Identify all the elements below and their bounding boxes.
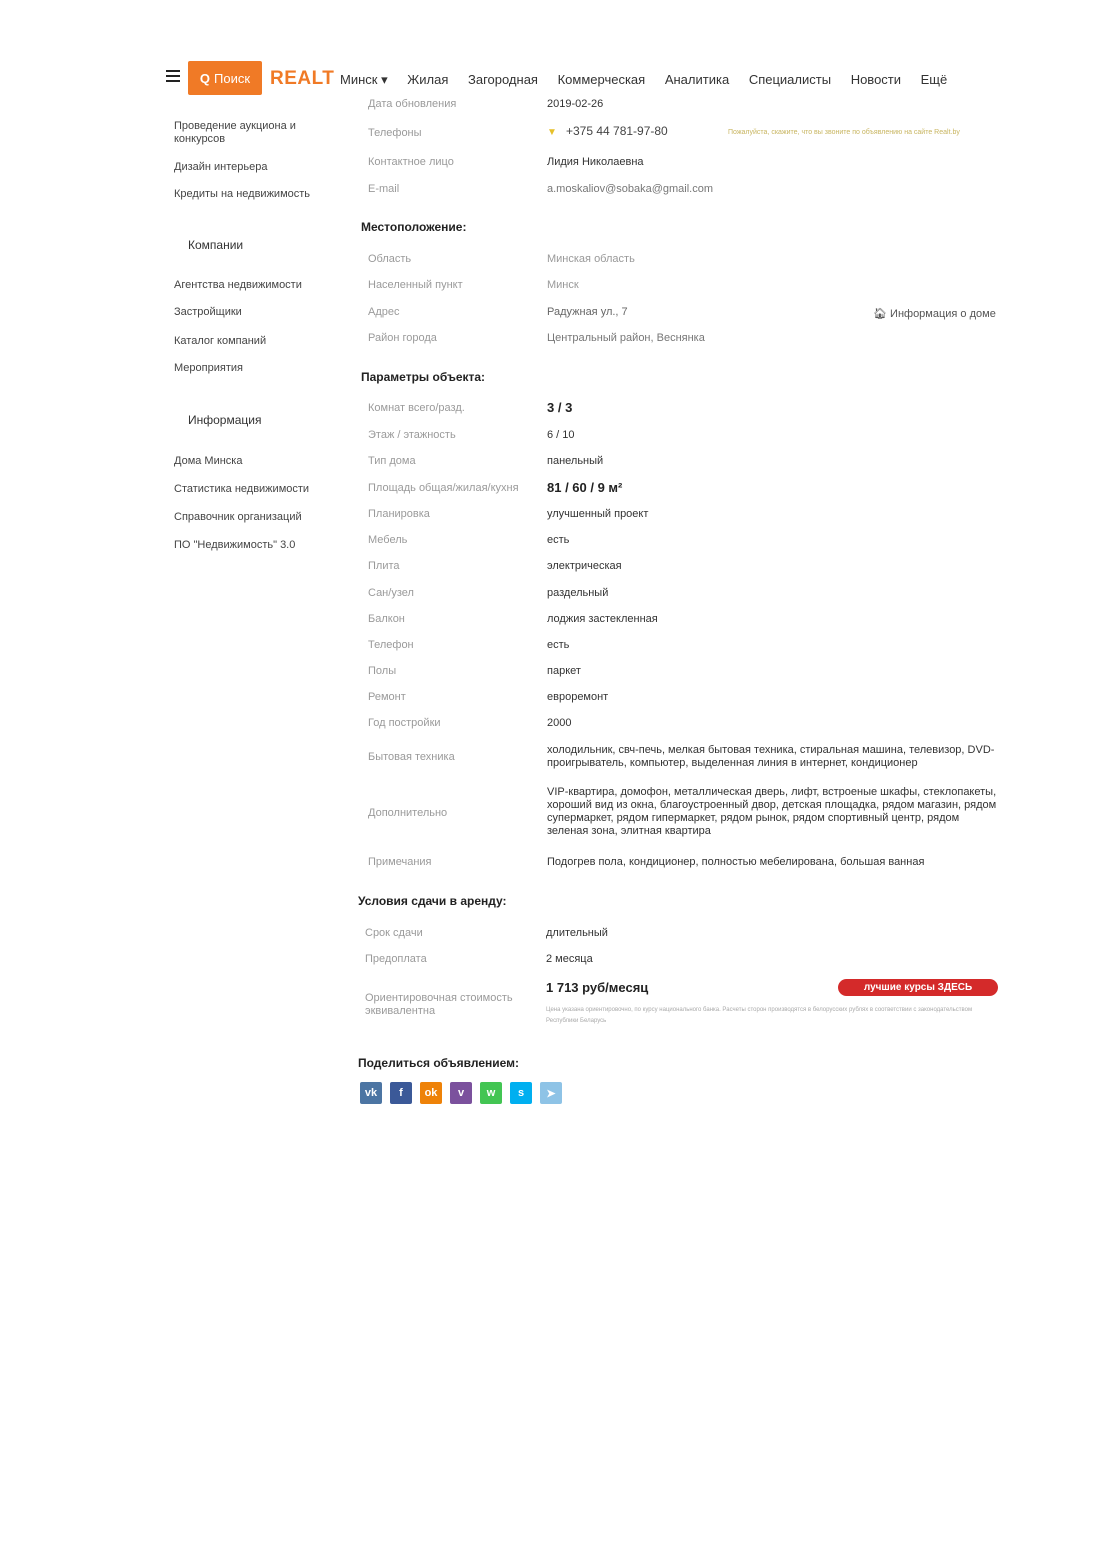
prepay-value: 2 месяца — [546, 953, 593, 965]
param-label-bathroom: Сан/узел — [368, 587, 414, 599]
phone-label: Телефоны — [368, 127, 422, 139]
region-value: Минская область — [547, 253, 635, 265]
location-heading: Местоположение: — [361, 220, 467, 234]
search-button[interactable] — [188, 61, 262, 95]
param-label-furniture: Мебель — [368, 534, 408, 546]
param-value-area: 81 / 60 / 9 м² — [547, 480, 623, 495]
phone-number-link[interactable]: +375 44 781-97-80 — [565, 124, 668, 138]
param-value-year: 2000 — [547, 717, 572, 729]
price-value: 1 713 руб/месяц — [546, 980, 649, 995]
search-button-label: Поиск — [214, 70, 251, 86]
param-label-house-type: Тип дома — [368, 455, 416, 467]
prepay-label: Предоплата — [365, 953, 427, 965]
sidebar-link-interior-design[interactable]: Дизайн интерьера — [174, 161, 268, 173]
param-label-stove: Плита — [368, 560, 400, 572]
param-value-house-type: панельный — [547, 455, 604, 467]
nav-item-country[interactable]: Загородная — [467, 72, 538, 87]
nav-item-analytics[interactable]: Аналитика — [664, 72, 730, 87]
nav-item-more[interactable]: Ещё — [920, 72, 948, 87]
sidebar-link-company-catalog[interactable]: Каталог компаний — [174, 335, 267, 347]
param-label-phone: Телефон — [368, 639, 414, 651]
nav-item-news[interactable]: Новости — [850, 72, 902, 87]
param-value-notes: Подогрев пола, кондиционер, полностью мебелирована, большая ванная — [547, 856, 925, 868]
phone-icon: ▼ — [547, 127, 557, 138]
city-value: Минск — [547, 279, 579, 291]
house-info-label: Информация о доме — [890, 308, 996, 320]
share-buttons — [360, 1082, 562, 1104]
params-heading: Параметры объекта: — [361, 370, 486, 384]
region-label: Область — [368, 253, 412, 265]
share-odnoklassniki-icon[interactable]: ok — [420, 1082, 442, 1104]
param-value-repair: евроремонт — [547, 691, 609, 703]
param-value-phone: есть — [547, 639, 570, 651]
sidebar-link-credits[interactable]: Кредиты на недвижимость — [174, 188, 311, 200]
rent-term-value: длительный — [546, 927, 608, 939]
price-note: Цена указана ориентировочно, по курсу национального банка. Расчеты сторон производятся в белорусских рублях в соответствии с законодательством Республики Беларусь — [546, 1007, 973, 1024]
best-rates-button[interactable]: лучшие курсы ЗДЕСЬ — [838, 979, 998, 996]
param-label-layout: Планировка — [368, 508, 430, 520]
param-value-balcony: лоджия застекленная — [547, 613, 658, 625]
sidebar-link-software[interactable]: ПО "Недвижимость" 3.0 — [174, 539, 296, 551]
nav-item-residential[interactable]: Жилая — [407, 72, 449, 87]
date-value: 2019-02-26 — [547, 98, 604, 110]
search-icon: Q — [199, 70, 211, 86]
param-value-floor: 6 / 10 — [547, 429, 575, 441]
param-label-floor: Этаж / этажность — [368, 429, 456, 441]
sidebar-link-directory[interactable]: Справочник организаций — [174, 511, 302, 523]
home-icon: 🏠︎ — [873, 308, 887, 320]
param-value-stove: электрическая — [547, 560, 622, 572]
param-label-floors: Полы — [368, 665, 397, 677]
house-info-link[interactable] — [873, 307, 996, 320]
hamburger-menu-icon[interactable] — [166, 70, 180, 84]
sidebar-link-auctions-cont[interactable]: конкурсов — [174, 133, 226, 145]
param-label-rooms: Комнат всего/разд. — [368, 402, 465, 414]
phone-note: Пожалуйста, скажите, что вы звоните по объявлению на сайте Realt.by — [728, 129, 960, 136]
sidebar-link-agencies[interactable]: Агентства недвижимости — [174, 279, 302, 291]
share-vk-icon[interactable]: vk — [360, 1082, 382, 1104]
sidebar-heading-companies: Компании — [188, 238, 244, 252]
nav-item-commercial[interactable]: Коммерческая — [557, 72, 646, 87]
contact-person-label: Контактное лицо — [368, 156, 454, 168]
param-value-furniture: есть — [547, 534, 570, 546]
rent-heading: Условия сдачи в аренду: — [358, 894, 507, 908]
param-label-area: Площадь общая/жилая/кухня — [368, 482, 519, 494]
top-navigation-bar — [0, 58, 1100, 102]
sidebar-link-auctions[interactable]: Проведение аукциона и — [174, 120, 296, 132]
sidebar-heading-info: Информация — [188, 413, 262, 427]
share-viber-icon[interactable]: v — [450, 1082, 472, 1104]
param-value-extra: VIP-квартира, домофон, металлическая дверь, лифт, встроеные шкафы, стеклопакеты, хороший вид из окна, благоустроенный двор, детская площадка, рядом магазин, рядом супермаркет, рядом гипермаркет, рядом рынок, рядом спортивный центр, рядом зеленая зона, элитная квартира — [547, 786, 997, 837]
address-value: Радужная ул., 7 — [547, 306, 628, 318]
contact-person-value: Лидия Николаевна — [547, 156, 644, 168]
sidebar-link-statistics[interactable]: Статистика недвижимости — [174, 483, 310, 495]
param-label-balcony: Балкон — [368, 613, 405, 625]
main-nav-menu — [340, 72, 963, 88]
address-label: Адрес — [368, 306, 400, 318]
email-link[interactable]: a.moskaliov@sobaka@gmail.com — [547, 183, 714, 195]
sidebar-link-events[interactable]: Мероприятия — [174, 362, 243, 374]
nav-item-specialists[interactable]: Специалисты — [748, 72, 832, 87]
param-label-extra: Дополнительно — [368, 807, 448, 819]
email-label: E-mail — [368, 183, 400, 195]
city-label: Населенный пункт — [368, 279, 463, 291]
param-value-layout: улучшенный проект — [547, 508, 649, 520]
param-label-notes: Примечания — [368, 856, 432, 868]
param-label-year: Год постройки — [368, 717, 441, 729]
share-facebook-icon[interactable]: f — [390, 1082, 412, 1104]
param-value-floors: паркет — [547, 665, 581, 677]
param-label-appliances: Бытовая техника — [368, 751, 455, 763]
district-label: Район города — [368, 332, 437, 344]
param-value-appliances: холодильник, свч-печь, мелкая бытовая техника, стиральная машина, телевизор, DVD-проигрыватель, компьютер, выделенная линия в интернет, кондиционер — [547, 744, 995, 769]
share-whatsapp-icon[interactable]: w — [480, 1082, 502, 1104]
param-label-repair: Ремонт — [368, 691, 406, 703]
rent-term-label: Срок сдачи — [365, 927, 423, 939]
nav-item-city[interactable]: Минск ▾ — [340, 72, 388, 87]
sidebar-link-minsk-houses[interactable]: Дома Минска — [174, 455, 243, 467]
price-label: Ориентировочная стоимость эквивалентна — [365, 992, 513, 1017]
site-logo[interactable]: REALT — [270, 68, 335, 89]
share-heading: Поделиться объявлением: — [358, 1056, 520, 1070]
share-skype-icon[interactable]: s — [510, 1082, 532, 1104]
date-label: Дата обновления — [368, 98, 457, 110]
share-telegram-icon[interactable]: ➤ — [540, 1082, 562, 1104]
param-value-rooms: 3 / 3 — [547, 400, 573, 415]
district-value: Центральный район, Веснянка — [547, 332, 705, 344]
sidebar-link-developers[interactable]: Застройщики — [174, 306, 242, 318]
param-value-bathroom: раздельный — [547, 587, 609, 599]
